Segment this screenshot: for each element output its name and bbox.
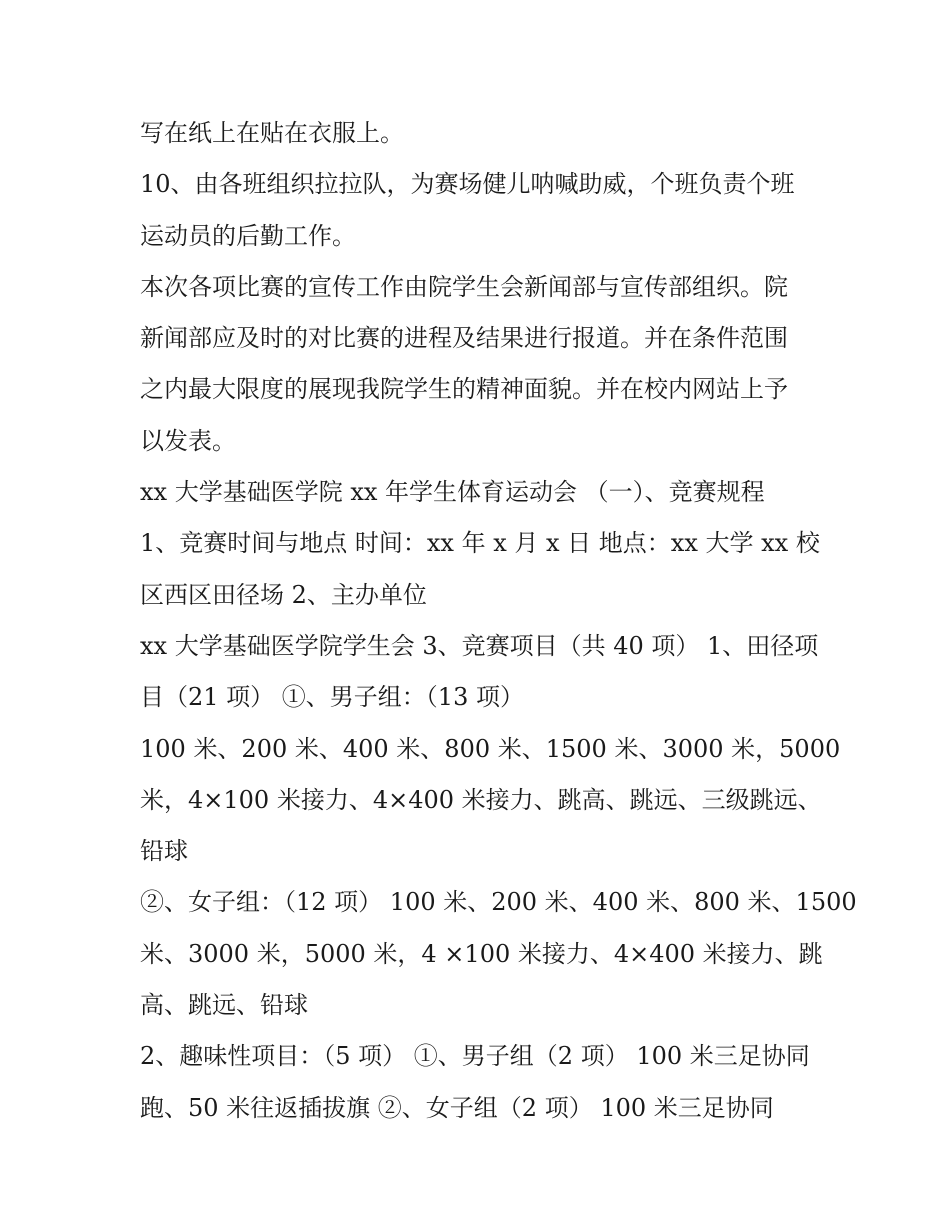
text-line: ②、女子组：（12 项） 100 米、200 米、400 米、800 米、1500: [140, 888, 857, 917]
text-line: 写在纸上在贴在衣服上。: [140, 119, 404, 147]
section-heading-line: xx 大学基础医学院 xx 年学生体育运动会 （一）、竞赛规程: [140, 478, 765, 507]
text-line: 铅球: [140, 837, 188, 866]
text-line: 之内最大限度的展现我院学生的精神面貌。并在校内网站上予: [140, 375, 788, 404]
text-line: 运动员的后勤工作。: [140, 221, 356, 250]
text-line: 本次各项比赛的宣传工作由院学生会新闻部与宣传部组织。院: [140, 272, 788, 301]
text-line: 高、跳远、铅球: [140, 991, 308, 1020]
text-line: 2、趣味性项目：（5 项） ①、男子组（2 项） 100 米三足协同: [140, 1042, 810, 1071]
text-line: 100 米、200 米、400 米、800 米、1500 米、3000 米，5000: [140, 734, 841, 763]
text-line: 以发表。: [140, 426, 236, 455]
text-line: 新闻部应及时的对比赛的进程及结果进行报道。并在条件范围: [140, 324, 788, 353]
text-line: 区西区田径场 2、主办单位: [140, 580, 427, 609]
text-line: 米，4×100 米接力、4×400 米接力、跳高、跳远、三级跳远、: [140, 785, 822, 814]
text-line: 1、竞赛时间与地点 时间：xx 年 x 月 x 日 地点：xx 大学 xx 校: [140, 529, 820, 558]
text-line: 跑、50 米往返插拔旗 ②、女子组（2 项） 100 米三足协同: [140, 1093, 774, 1122]
text-line: 10、由各班组织拉拉队，为赛场健儿呐喊助威，个班负责个班: [140, 170, 795, 199]
text-line: 目（21 项） ①、男子组：（13 项）: [140, 683, 524, 712]
document-body: [140, 108, 857, 1134]
text-line: 米、3000 米，5000 米，4 ×100 米接力、4×400 米接力、跳: [140, 939, 823, 968]
text-line: xx 大学基础医学院学生会 3、竞赛项目（共 40 项） 1、田径项: [140, 631, 819, 660]
